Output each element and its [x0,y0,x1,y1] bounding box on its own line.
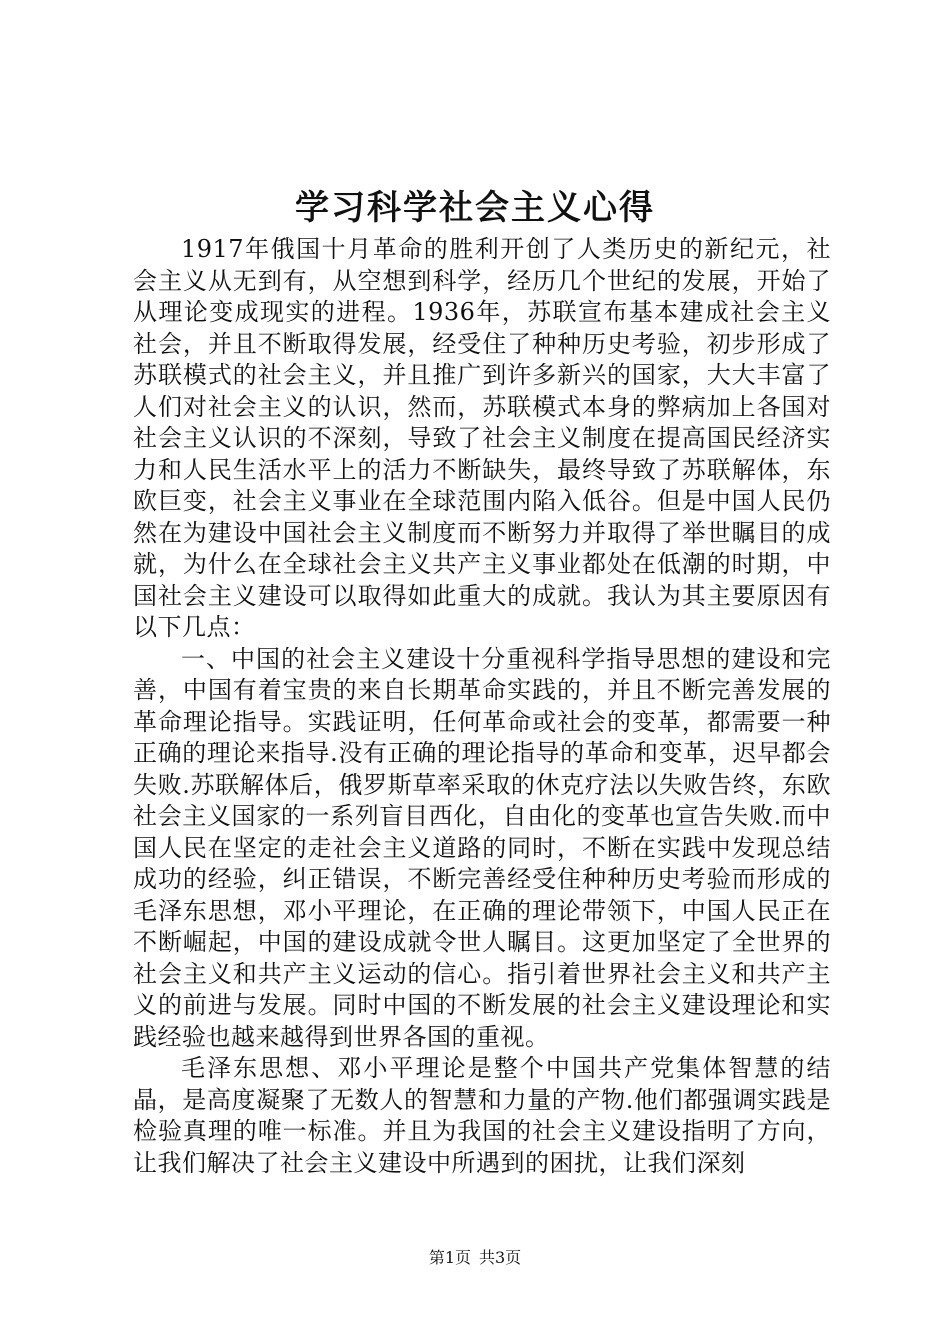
paragraph-point-one: 一、中国的社会主义建设十分重视科学指导思想的建设和完善，中国有着宝贵的来自长期革命实践的，并且不断完善发展的革命理论指导。实践证明，任何革命或社会的变革，都需要一种正确的理论来指导.没有正确的理论指导的革命和变革，迟早都会失败.苏联解体后，俄罗斯草率采取的休克疗法以失败告终，东欧社会主义国家的一系列盲目西化，自由化的变革也宣告失败.而中国人民在坚定的走社会主义道路的同时，不断在实践中发现总结成功的经验，纠正错误，不断完善经受住种种历史考验而形成的毛泽东思想，邓小平理论，在正确的理论带领下，中国人民正在不断崛起，中国的建设成就令世人瞩目。这更加坚定了全世界的社会主义和共产主义运动的信心。指引着世界社会主义和共产主义的前进与发展。同时中国的不断发展的社会主义建设理论和实践经验也越来越得到世界各国的重视。 [133,644,831,1051]
page-number-current: 第1页 [428,1248,471,1267]
page-footer [0,1248,950,1268]
paragraph-theory: 毛泽东思想、邓小平理论是整个中国共产党集体智慧的结晶，是高度凝聚了无数人的智慧和力量的产物.他们都强调实践是检验真理的唯一标准。并且为我国的社会主义建设指明了方向，让我们解决了社会主义建设中所遇到的困扰，让我们深刻 [133,1054,831,1177]
document-title: 学习科学社会主义心得 [295,188,655,228]
page-number-total: 共3页 [479,1248,522,1267]
document-body [133,234,831,1179]
paragraph-intro: 1917年俄国十月革命的胜利开创了人类历史的新纪元，社会主义从无到有，从空想到科学，经历几个世纪的发展，开始了从理论变成现实的进程。1936年，苏联宣布基本建成社会主义社会，并且不断取得发展，经受住了种种历史考验，初步形成了苏联模式的社会主义，并且推广到许多新兴的国家，大大丰富了人们对社会主义的认识，然而，苏联模式本身的弊病加上各国对社会主义认识的不深刻，导致了社会主义制度在提高国民经济实力和人民生活水平上的活力不断缺失，最终导致了苏联解体，东欧巨变，社会主义事业在全球范围内陷入低谷。但是中国人民仍然在为建设中国社会主义制度而不断努力并取得了举世瞩目的成就，为什么在全球社会主义共产主义事业都处在低潮的时期，中国社会主义建设可以取得如此重大的成就。我认为其主要原因有以下几点： [133,235,831,641]
